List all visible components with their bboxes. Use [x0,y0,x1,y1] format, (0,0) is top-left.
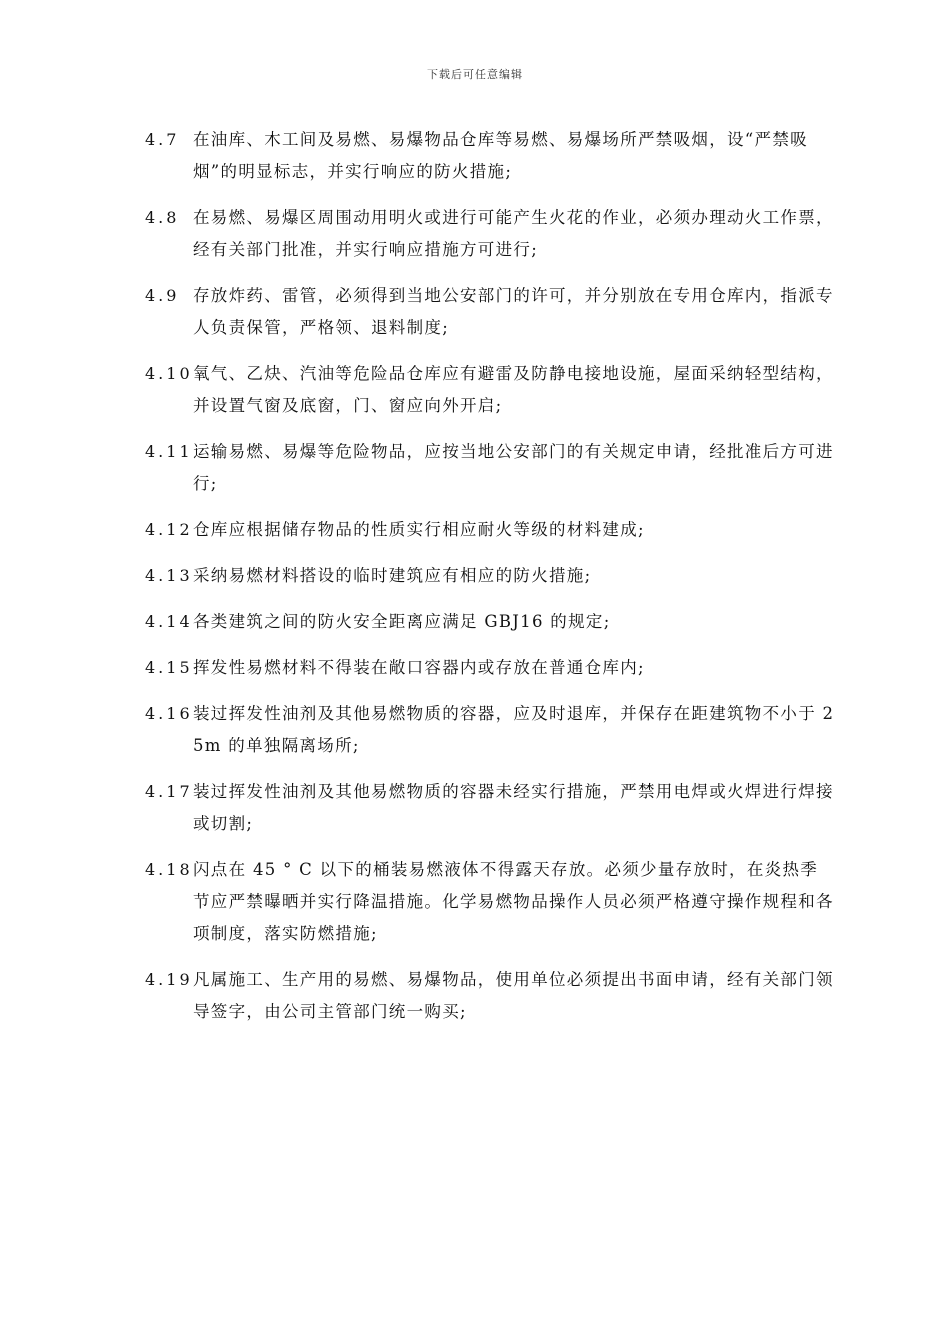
clause-4-12 [145,514,835,546]
clause-4-9 [145,280,835,344]
clause-4-19 [145,964,835,1028]
clause-number: 4.15 [145,658,193,677]
clause-4-13 [145,560,835,592]
clause-number: 4.12 [145,520,193,539]
clause-4-18 [145,854,835,950]
clause-number: 4.14 [145,612,193,631]
clause-text: 装过挥发性油剂及其他易燃物质的容器，应及时退库，并保存在距建筑物不小于 25m 的单独隔离场所; [193,704,835,755]
clause-text: 闪点在 45 ° C 以下的桶装易燃液体不得露天存放。必须少量存放时，在炎热季节应严禁曝晒并实行降温措施。化学易燃物品操作人员必须严格遵守操作规程和各项制度，落实防燃措施; [193,860,834,943]
clause-number: 4.19 [145,970,193,989]
clause-number: 4.7 [145,130,180,149]
clause-number: 4.11 [145,442,193,461]
clause-number: 4.8 [145,208,180,227]
clause-text: 在油库、木工间及易燃、易爆物品仓库等易燃、易爆场所严禁吸烟，设“严禁吸烟”的明显标志，并实行响应的防火措施; [193,130,808,181]
clause-text: 仓库应根据储存物品的性质实行相应耐火等级的材料建成; [193,520,645,539]
clause-text: 装过挥发性油剂及其他易燃物质的容器未经实行措施，严禁用电焊或火焊进行焊接或切割; [193,782,834,833]
clause-number: 4.16 [145,704,193,723]
clause-number: 4.9 [145,286,180,305]
clause-text: 挥发性易燃材料不得装在敞口容器内或存放在普通仓库内; [193,658,645,677]
clause-4-14 [145,606,835,638]
clause-text: 凡属施工、生产用的易燃、易爆物品，使用单位必须提出书面申请，经有关部门领导签字，由公司主管部门统一购买; [193,970,834,1021]
document-body [145,124,835,1042]
page-header: 下载后可任意编辑 [427,68,523,81]
clause-4-16 [145,698,835,762]
clause-text: 采纳易燃材料搭设的临时建筑应有相应的防火措施; [193,566,592,585]
clause-text: 存放炸药、雷管，必须得到当地公安部门的许可，并分别放在专用仓库内，指派专人负责保管，严格领、退料制度; [193,286,834,337]
clause-4-7 [145,124,835,188]
clause-number: 4.17 [145,782,193,801]
clause-4-15 [145,652,835,684]
clause-4-8 [145,202,835,266]
clause-text: 在易燃、易爆区周围动用明火或进行可能产生火花的作业，必须办理动火工作票，经有关部门批准，并实行响应措施方可进行; [193,208,834,259]
clause-number: 4.13 [145,566,193,585]
clause-text: 运输易燃、易爆等危险物品，应按当地公安部门的有关规定申请，经批准后方可进行; [193,442,834,493]
clause-number: 4.10 [145,364,193,383]
clause-4-17 [145,776,835,840]
clause-4-10 [145,358,835,422]
clause-number: 4.18 [145,860,193,879]
clause-4-11 [145,436,835,500]
clause-text: 氧气、乙炔、汽油等危险品仓库应有避雷及防静电接地设施，屋面采纳轻型结构，并设置气窗及底窗，门、窗应向外开启; [193,364,834,415]
clause-text: 各类建筑之间的防火安全距离应满足 GBJ16 的规定; [193,612,611,631]
